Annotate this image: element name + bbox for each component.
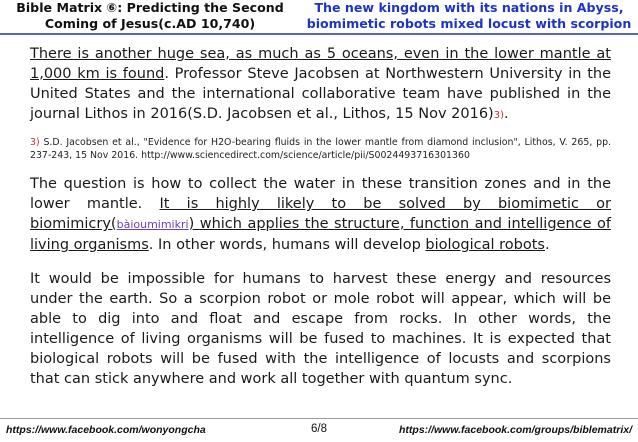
footer-link-right[interactable]: https://www.facebook.com/groups/biblematrix/ <box>399 424 632 436</box>
paragraph-biomimetic <box>30 174 611 255</box>
slide-title-line2: biomimetic robots mixed locust with scorpion <box>306 16 632 31</box>
underlined-biological-robots: biological robots <box>425 237 545 253</box>
underlined-claim: There is another huge sea, as much as 5 oceans, even in the lower mantle at 1,000 km is found <box>30 46 611 82</box>
underlined-living-organisms: ) which applies the structure, function and intelligence of living organisms <box>30 216 611 253</box>
slide-body <box>30 44 611 389</box>
slide-footer <box>0 418 638 442</box>
footer-divider <box>0 418 638 419</box>
para1-text: . Professor Steve Jacobsen at Northwestern University in the United States and the international collaborative team have published in the journal Lithos in 2016(S.D. Jacobsen et al., Lithos, 15 Nov 2016) <box>30 66 611 122</box>
para2-intro: The question is how to collect the water in these transition zones and in the lower mantle. <box>30 176 611 212</box>
para1-end: . <box>503 106 509 122</box>
para2-end: . <box>544 237 550 253</box>
series-title-line1: Bible Matrix ⑥: Predicting the Second <box>16 0 284 15</box>
series-title-line2: Coming of Jesus(c.AD 10,740) <box>44 16 256 31</box>
footnote <box>30 136 611 162</box>
header-divider <box>0 33 638 35</box>
footnote-text: S.D. Jacobsen et al., "Evidence for H2O-bearing fluids in the lower mantle from diamond inclusion", Lithos, V. 265, pp. 237-243, 15 Nov 2016. http://www.sciencedirect.com/science/article/pii/S0024493716301360 <box>30 137 611 161</box>
footer-link-left[interactable]: https://www.facebook.com/wonyongcha <box>6 424 206 436</box>
paragraph-lower-mantle-sea <box>30 44 611 126</box>
series-title <box>0 0 300 32</box>
pronunciation: bàioumimikri <box>116 218 189 231</box>
slide-title-line1: The new kingdom with its nations in Abyss, <box>314 0 624 15</box>
reference-marker: 3) <box>493 110 504 121</box>
underlined-biomimetic: It is highly likely to be solved by biomimetic or biomimicry( <box>30 196 611 232</box>
footnote-number: 3) <box>30 137 40 148</box>
slide-title <box>300 0 638 32</box>
paragraph-robots: It would be impossible for humans to harvest these energy and resources under the earth. So a scorpion robot or mole robot will appear, which will be able to dig into and float and escape from rocks. In other words, the intelligence of living organisms will be fused to machines. It is expected that biological robots will be fused with the intelligence of locusts and scorpions that can stick anywhere and work all together with quantum sync. <box>30 271 611 387</box>
page-number: 6/8 <box>311 423 327 435</box>
para2-mid: . In other words, humans will develop <box>148 237 426 253</box>
slide-header <box>0 0 638 34</box>
